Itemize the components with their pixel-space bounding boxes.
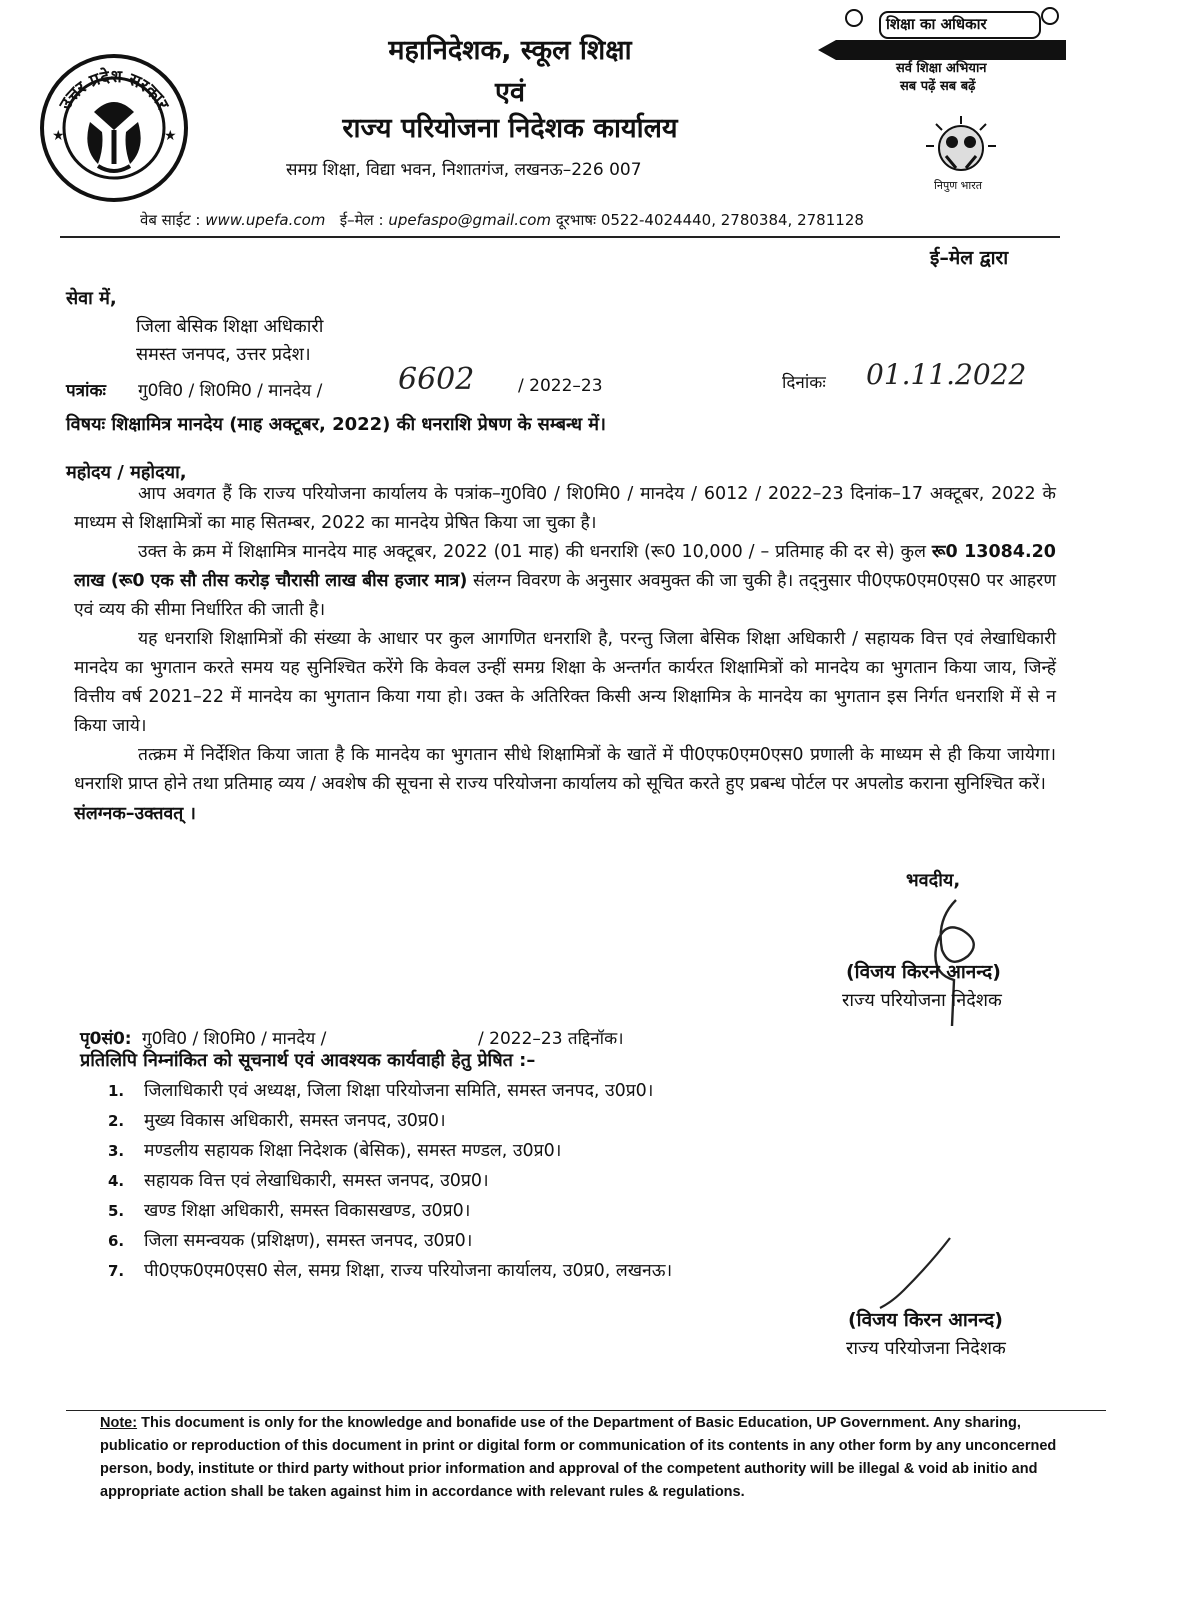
list-item: 5. खण्ड शिक्षा अधिकारी, समस्त विकासखण्ड, उ0प्र0। bbox=[108, 1201, 471, 1221]
paragraph-4: तत्क्रम में निर्देशित किया जाता है कि मानदेय का भुगतान सीधे शिक्षामित्रों के खातें में पी0एफ0एम0एस0 प्रणाली के माध्यम से ही किया जायेगा। धनराशि प्राप्त होने तथा प्रतिमाह व्यय / अवशेष की सूचना से राज्य परियोजना कार्यालय को सूचित करते हुए प्रबन्ध पोर्टल पर अपलोड कराना सुनिश्चित करें। bbox=[74, 745, 1056, 795]
nipun-bharat-icon bbox=[916, 112, 1006, 178]
state-emblem bbox=[38, 52, 190, 204]
signatory-designation-2: राज्य परियोजना निदेशक bbox=[846, 1338, 1006, 1359]
list-item: 3. मण्डलीय सहायक शिक्षा निदेशक (बेसिक), समस्त मण्डल, उ0प्र0। bbox=[108, 1141, 562, 1161]
attachment-note: संलग्नक–उक्तवत् । bbox=[74, 803, 196, 824]
footer-note bbox=[100, 1412, 1080, 1504]
svg-text:★: ★ bbox=[52, 128, 65, 144]
nipun-text: निपुण भारत bbox=[934, 179, 983, 192]
list-item: 6. जिला समन्वयक (प्रशिक्षण), समस्त जनपद, उ0प्र0। bbox=[108, 1231, 473, 1251]
office-title-line1: महानिदेशक, स्कूल शिक्षा bbox=[388, 35, 632, 66]
office-title-line3: राज्य परियोजना निदेशक कार्यालय bbox=[342, 113, 678, 144]
reference-line bbox=[66, 358, 1066, 408]
copy-reference-prefix: गु0वि0 / शि0मि0 / मानदेय / bbox=[142, 1029, 327, 1049]
note-text: This document is only for the knowledge and bonafide use of the Department of Basic Education, UP Government. Any sharing, publicatio or reproduction of this document in print or digital form or communication of its contents in any other form by any unconcerned person, body, institute or third party without prior information and approval of the competent authority will be illegal & void ab initio and appropriate action shall be taken against him in accordance with relevant rules & regulations. bbox=[100, 1415, 1057, 1500]
signatory-designation-1: राज्य परियोजना निदेशक bbox=[842, 990, 1002, 1011]
email-link[interactable]: upefaspo@gmail.com bbox=[388, 211, 552, 229]
svg-text:उत्तर प्रदेश सरकार: उत्तर प्रदेश सरकार bbox=[55, 66, 173, 114]
note-label: Note: bbox=[100, 1415, 138, 1431]
email-label: ई–मेल : bbox=[339, 211, 384, 229]
copy-reference-suffix: / 2022–23 तद्दिनॉक। bbox=[478, 1029, 624, 1049]
website-label: वेब साईट : bbox=[140, 211, 201, 229]
greeting: महोदय / महोदया, bbox=[66, 462, 187, 483]
initial-stroke-icon bbox=[870, 1234, 960, 1314]
reference-number: 6602 bbox=[398, 362, 475, 397]
amount-total: रू0 13084.20 लाख (रू0 एक सौ तीस करोड़ चौरासी लाख बीस हजार मात्र) bbox=[74, 542, 1056, 592]
paragraph-1: आप अवगत हैं कि राज्य परियोजना कार्यालय के पत्रांक–गु0वि0 / शि0मि0 / मानदेय / 6012 / 2022–23 दिनांक–17 अक्टूबर, 2022 के माध्यम से शिक्षामित्रों का माह सितम्बर, 2022 का मानदेय प्रेषित किया जा चुका है। bbox=[74, 484, 1056, 534]
delivery-mode: ई–मेल द्वारा bbox=[930, 247, 1009, 269]
closing: भवदीय, bbox=[906, 870, 961, 891]
signatory-name-2: (विजय किरन आनन्द) bbox=[848, 1309, 1003, 1331]
date-value: 01.11.2022 bbox=[866, 358, 1027, 391]
rte-logo bbox=[810, 6, 1090, 126]
subject-line bbox=[66, 412, 606, 436]
footer-divider bbox=[66, 1410, 1106, 1411]
signatory-name-1: (विजय किरन आनन्द) bbox=[846, 961, 1001, 983]
ssa-line1: सर्व शिक्षा अभियान bbox=[896, 61, 987, 76]
recipient-salutation: सेवा में, bbox=[66, 288, 117, 309]
contact-line bbox=[140, 210, 864, 230]
paragraph-2 bbox=[74, 538, 1056, 625]
paragraph-2-b: संलग्न विवरण के अनुसार अवमुक्त की जा चुकी है। तद्नुसार पी0एफ0एम0एस0 पर आहरण एवं व्यय की सीमा निर्धारित की जाती है। bbox=[74, 571, 1056, 621]
paragraph-3: यह धनराशि शिक्षामित्रों की संख्या के आधार पर कुल आगणित धनराशि है, परन्तु जिला बेसिक शिक्षा अधिकारी / सहायक वित्त एवं लेखाधिकारी मानदेय का भुगतान करते समय यह सुनिश्चित करेंगे कि केवल उन्हीं समग्र शिक्षा के अन्तर्गत कार्यरत शिक्षामित्रों को मानदेय का भुगतान किया जाय, जिन्हें वित्तीय वर्ष 2021–22 में मानदेय का भुगतान किया गया हो। उक्त के अतिरिक्त किसी अन्य शिक्षामित्र के मानदेय का भुगतान इस निर्गत धनराशि में से न किया जाये। bbox=[74, 629, 1056, 737]
subject-label: विषयः bbox=[66, 414, 106, 435]
up-government-emblem-icon bbox=[38, 52, 190, 204]
signature-mark-2 bbox=[870, 1234, 960, 1314]
reference-suffix: / 2022–23 bbox=[518, 376, 603, 396]
copy-reference-label: पृ0सं0: bbox=[80, 1029, 132, 1049]
office-address: समग्र शिक्षा, विद्या भवन, निशातगंज, लखनऊ–226 007 bbox=[286, 160, 642, 180]
list-item: 7. पी0एफ0एम0एस0 सेल, समग्र शिक्षा, राज्य परियोजना कार्यालय, उ0प्र0, लखनऊ। bbox=[108, 1261, 673, 1281]
nipun-logo bbox=[916, 112, 1006, 198]
phone-numbers: 0522-4024440, 2780384, 2781128 bbox=[600, 211, 864, 229]
office-title-line2: एवं bbox=[495, 77, 525, 108]
rte-banner-text: शिक्षा का अधिकार bbox=[886, 15, 987, 33]
reference-label: पत्रांकः bbox=[66, 381, 106, 401]
reference-prefix: गु0वि0 / शि0मि0 / मानदेय / bbox=[138, 381, 323, 401]
copy-recipient-list bbox=[108, 1076, 868, 1286]
subject-text: शिक्षामित्र मानदेय (माह अक्टूबर, 2022) की धनराशि प्रेषण के सम्बन्ध में। bbox=[111, 414, 606, 435]
recipient-line2: समस्त जनपद, उत्तर प्रदेश। bbox=[136, 344, 311, 365]
letter-body bbox=[74, 480, 1056, 829]
list-item: 1. जिलाधिकारी एवं अध्यक्ष, जिला शिक्षा परियोजना समिति, समस्त जनपद, उ0प्र0। bbox=[108, 1081, 654, 1101]
website-link[interactable]: www.upefa.com bbox=[205, 211, 326, 229]
copy-heading: प्रतिलिपि निम्नांकित को सूचनार्थ एवं आवश्यक कार्यवाही हेतु प्रेषित :– bbox=[80, 1050, 536, 1071]
list-item: 4. सहायक वित्त एवं लेखाधिकारी, समस्त जनपद, उ0प्र0। bbox=[108, 1171, 489, 1191]
phone-label: दूरभाषः bbox=[555, 211, 597, 229]
date-label: दिनांकः bbox=[782, 373, 826, 393]
ssa-line2: सब पढ़ें सब बढ़ें bbox=[900, 79, 976, 94]
recipient-line1: जिला बेसिक शिक्षा अधिकारी bbox=[136, 316, 324, 337]
paragraph-2-a: उक्त के क्रम में शिक्षामित्र मानदेय माह अक्टूबर, 2022 (01 माह) की धनराशि (रू0 10,000 / – प्रतिमाह की दर से) कुल bbox=[138, 542, 926, 563]
header-divider bbox=[60, 236, 1060, 238]
svg-text:★: ★ bbox=[164, 128, 177, 144]
list-item: 2. मुख्य विकास अधिकारी, समस्त जनपद, उ0प्र0। bbox=[108, 1111, 446, 1131]
